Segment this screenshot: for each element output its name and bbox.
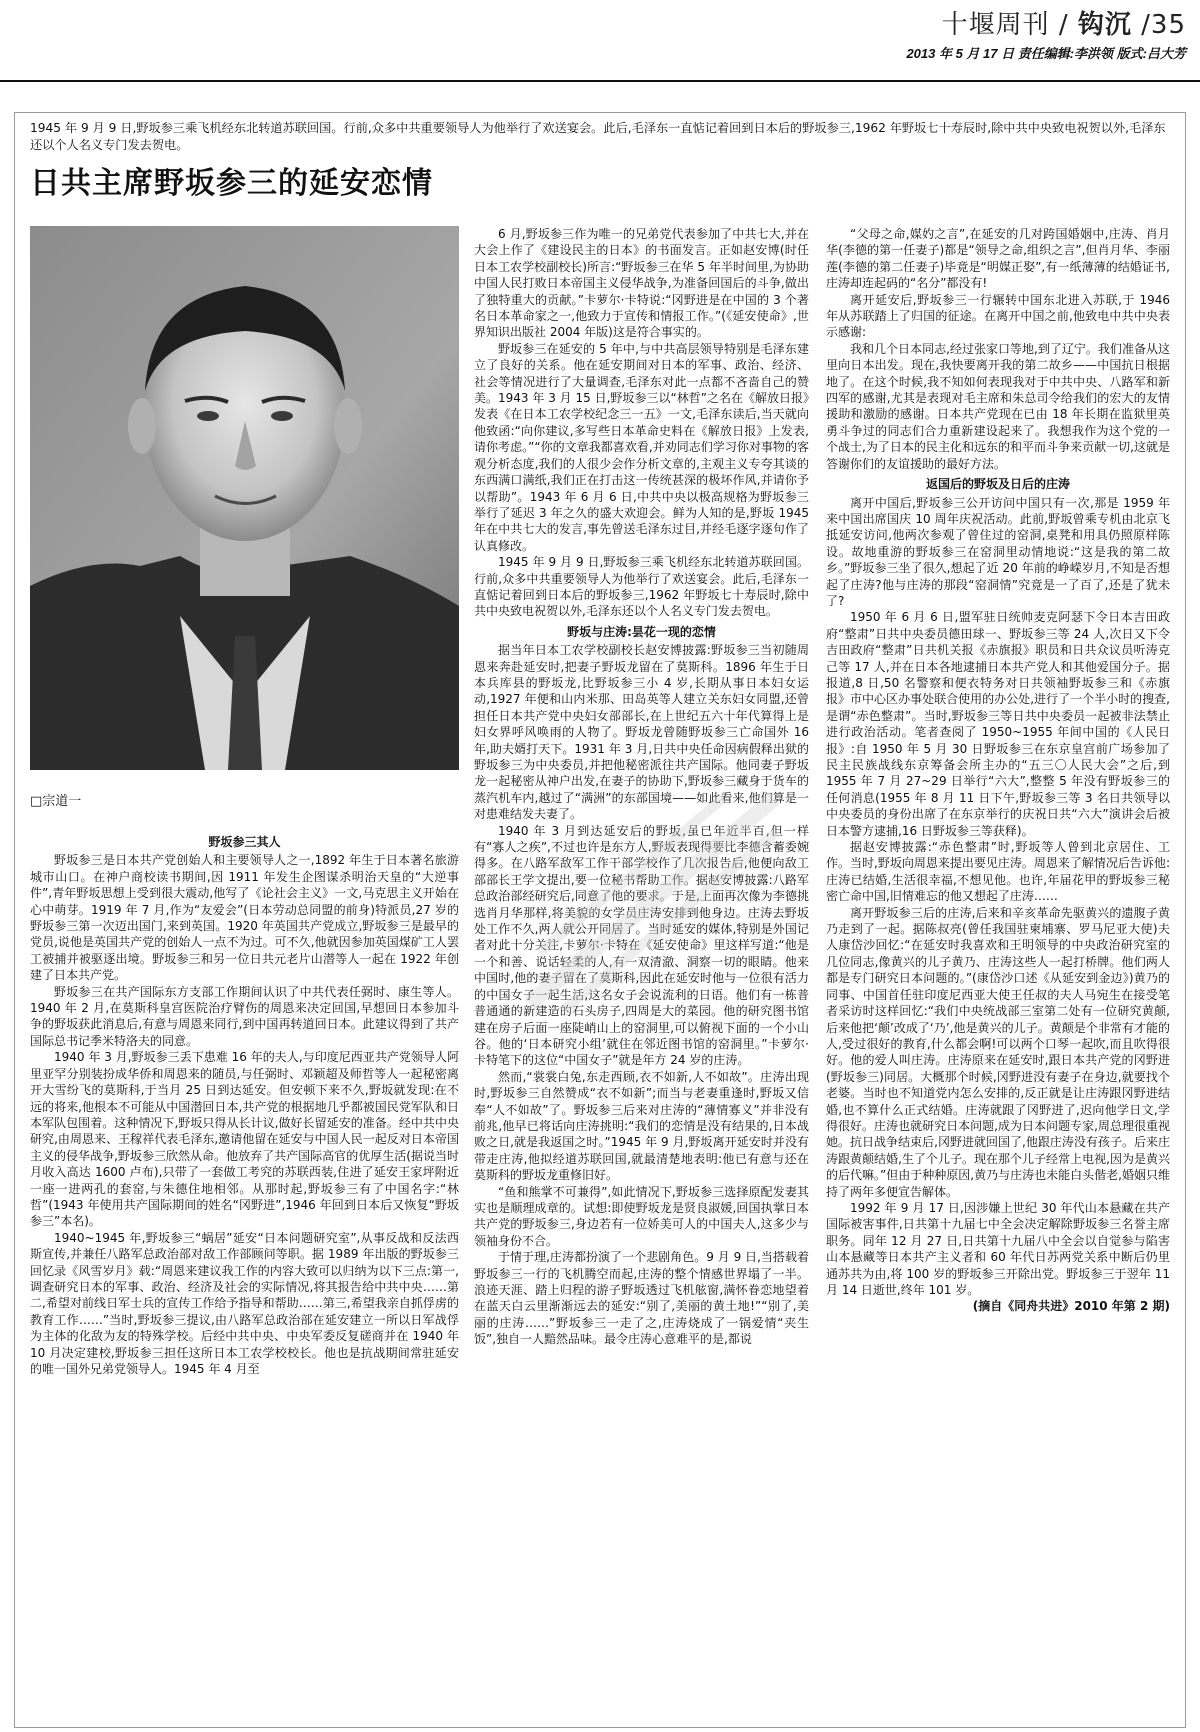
- section-title: [906, 4, 1186, 41]
- paragraph: 野坂参三在延安的 5 年中,与中共高层领导特别是毛泽东建立了良好的关系。他在延安期间对日本的军事、政治、经济、社会等情况进行了大量调查,毛泽东对此一点都不吝啬自己的赞美。1943 年 3 月 15 日,野坂参三以“林哲”之名在《解放日报》发表《在日本工农学校纪念三一五》一文,毛泽东读后,当天就向他致函:“向你建议,多写些日本革命史料在《解放日报》上发表,请你考虑。”“你的文章我都喜欢看,并劝同志们学习你对事物的客观分析态度,我们的人很少会作分析文章的,主观主义专夸其谈的东西满口满纸,我们正在打击这一传统甚深的极坏作风,并请你予以帮助”。1943 年 6 月 6 日,中共中央以极高规格为野坂参三举行了延迟 3 年之久的盛大欢迎会。鲜为人知的是,野坂 1945 年在中共七大的发言,事先曾送毛泽东过目,并经毛逐字逐句作了认真修改。: [474, 341, 809, 553]
- date-editor-line: 2013 年 5 月 17 日 责任编辑:李洪领 版式:吕大芳: [906, 46, 1186, 61]
- paragraph: 我和几个日本同志,经过张家口等地,到了辽宁。我们准备从这里向日本出发。现在,我快要离开我的第二故乡——中国抗日根据地了。在这个时候,我不知如何表现我对于中共中央、八路军和新四军的感谢,尤其是表现对毛主席和朱总司令给我们的宏大的友情援助和激励的感谢。日本共产党现在已由 18 年长期在监狱里英勇斗争过的同志们合力重新建设起来了。我想我作为这个党的一个战士,为了日本的民主化和远东的和平而斗争来贡献一切,这就是答谢你们的友谊援助的最好方法。: [826, 341, 1170, 471]
- newspaper-name: 十堰周刊 /: [941, 10, 1078, 40]
- portrait-image: [30, 226, 459, 770]
- paragraph: 然而,“裳裳白兔,东走西顾,衣不如新,人不如故”。庄涛出现时,野坂参三自然赞成“衣不如新”;而当与老妻重逢时,野坂又信奉“人不如故”了。野坂参三后来对庄涛的“薄情寡义”并非没有前兆,他早已将话向庄涛挑明:“我们的恋情是没有结果的,日本战败之日,就是我返国之时。”1945 年 9 月,野坂离开延安时并没有带走庄涛,他拟经道苏联回国,就最清楚地表明:他已有意与还在莫斯科的野坂龙重修旧好。: [474, 1069, 809, 1183]
- column-2: [474, 226, 809, 1716]
- paragraph: 1992 年 9 月 17 日,因涉嫌上世纪 30 年代山本悬藏在共产国际被害事件,日共第十九届七中全会决定解除野坂参三名誉主席职务。同年 12 月 27 日,日共第十九届八中全会以自觉参与陷害山本悬藏等日本共产主义者和 60 年代日苏两党关系中断后仍里通苏共为由,将 100 岁的野坂参三开除出党。野坂参三于翌年 11 月 14 日逝世,终年 101 岁。: [826, 1200, 1170, 1297]
- page-number: /35: [1131, 10, 1186, 40]
- source-citation: (摘自《同舟共进》2010 年第 2 期): [972, 1299, 1170, 1314]
- masthead: [906, 4, 1186, 62]
- section-name: 钩沉: [1077, 10, 1132, 40]
- paragraph: 据赵安博披露:“赤色整肃”时,野坂等人曾到北京居住、工作。当时,野坂向周恩来提出要见庄涛。周恩来了解情况后告诉他:庄涛已结婚,生活很幸福,不想见他。也许,年届花甲的野坂参三秘密亡命中国,旧情难忘的他又想起了庄涛……: [826, 840, 1170, 904]
- paragraph: 1950 年 6 月 6 日,盟军驻日统帅麦克阿瑟下令日本吉田政府“整肃”日共中央委员德田球一、野坂参三等 24 人,次日又下令吉田政府“整肃”日共机关报《赤旗报》职员和日共众议员听涛克己等 17 人,并在日本各地逮捕日本共产党人和其他爱国分子。据报道,8 日,50 名警察和便衣特务对日共领袖野坂参三和《赤旗报》市中心区办事处联合使用的办公处,进行了一个半小时的搜查,是谓“赤色整肃”。当时,野坂参三等日共中央委员一起被非法禁止进行政治活动。笔者查阅了 1950~1955 年间中国的《人民日报》:自 1950 年 5 月 30 日野坂参三在东京皇宫前广场参加了民主民族战线东京筹备会所主办的“五三〇人民大会”之后,到 1955 年 7 月 27~29 日举行“六大”,整整 5 年没有野坂参三的任何消息(1955 年 8 月 11 日下午,野坂参三等 3 名日共领导以中央委员的身份出席了在东京举行的庆祝日共“六大”演讲会后被日本警方逮捕,16 日野坂参三等获释)。: [826, 610, 1170, 838]
- paragraph: 离开野坂参三后的庄涛,后来和辛亥革命先驱黄兴的遗腹子黄乃走到了一起。据陈叔亮(曾任我国驻柬埔寨、罗马尼亚大使)夫人康岱沙回忆:“在延安时我喜欢和王明领导的中央政治研究室的几位同志,像黄兴的儿子黄乃、庄涛这些人一起打桥牌。他们两人都是专门研究日本问题的。”(康岱沙口述《从延安到金边》)黄乃的同事、中国首任驻印度尼西亚大使王任叔的夫人马宛生在接受笔者采访时这样回忆:“我们中央统战部三室第二处有一位研究黄颠,后来他把‘颠’改成了‘乃’,他是黄兴的儿子。黄颠是个非常有才能的人,受过很好的教育,什么都会啊!可以两个口琴一起吹,而且吹得很好。他的爱人叫庄涛。庄涛原来在延安时,跟日本共产党的冈野进(野坂参三)同居。大概那个时候,冈野进没有妻子在身边,就要找个老婆。当时也不知道党内怎么安排的,反正就是让庄涛跟冈野进结婚,也不算什么正式结婚。庄涛就跟了冈野进了,迟向他学日文,学得很好。庄涛也就研究日本问题,成为日本问题专家,周总理很重视她。抗日战争结束后,冈野进就回国了,他跟庄涛没有孩子。后来庄涛跟黄颠结婚,生了个儿子。现在那个儿子经常上电视,因为是黄兴的后代嘛。”但由于种种原因,黄乃与庄涛也未能白头偕老,婚姻只维持了两年多便宣告解体。: [826, 905, 1170, 1199]
- header-rule: [0, 80, 1200, 82]
- column-1: [30, 830, 459, 1720]
- paragraph: 据当年日本工农学校副校长赵安博披露:野坂参三当初随周恩来奔赴延安时,把妻子野坂龙留在了莫斯科。1896 年生于日本兵库县的野坂龙,比野坂参三小 4 岁,长期从事日本妇女运动,1927 年便和山内米那、田岛英等人建立关东妇女同盟,还曾担任日本共产党中央妇女部部长,在上世纪五六十年代算得上是妇女界呼风唤雨的人物了。野坂龙曾随野坂参三亡命国外 16 年,助夫婿打天下。1931 年 3 月,日共中央任命因病假释出狱的野坂参三为中央委员,并把他秘密派往共产国际。他同妻子野坂龙一起秘密从神户出发,在妻子的协助下,野坂参三藏身于货车的蒸汽机车内,越过了“满洲”的东部国境——如此看来,他们算是一对患难结发夫妻了。: [474, 643, 809, 822]
- paragraph: 1940 年 3 月,野坂参三丢下患难 16 年的夫人,与印度尼西亚共产党领导人阿里亚罕分别装扮成华侨和周恩来的随员,与任弼时、邓颖超及师哲等人一起秘密离开大雪纷飞的莫斯科,于当月 25 日到达延安。但安顿下来不久,野坂就发现:在不远的将来,他根本不可能从中国潜回日本,共产党的根据地几乎都被国民党军队和日本军队包围着。这种情况下,野坂只得从长计议,做好长留延安的准备。经中共中央研究,由周恩来、王稼祥代表毛泽东,邀请他留在延安与中国人民一起反对日本帝国主义的侵华战争,野坂参三欣然从命。他放弃了共产国际高官的优厚生活(据说当时月收入高达 1600 卢布),只带了一套做工考究的苏联西装,住进了延安王家坪附近一座一进两孔的套窑,与朱德住地相邻。从那时起,野坂参三有了中国名字:“林哲”(1943 年使用共产国际期间的姓名“冈野进”,1946 年回到日本后又恢复“野坂参三”本名)。: [30, 1050, 459, 1229]
- intro-summary: 1945 年 9 月 9 日,野坂参三乘飞机经东北转道苏联回国。行前,众多中共重要领导人为他举行了欢送宴会。此后,毛泽东一直惦记着回到日本后的野坂参三,1962 年野坂七十寿辰时,除中共中央致电祝贺以外,毛泽东还以个人名义专门发去贺电。: [30, 121, 1166, 152]
- subheading: 野坂与庄涛:昙花一现的恋情: [567, 624, 716, 639]
- paragraph: 离开中国后,野坂参三公开访问中国只有一次,那是 1959 年来中国出席国庆 10 周年庆祝活动。此前,野坂曾乘专机由北京飞抵延安访问,他两次参观了曾住过的窑洞,桌凳和用具仍照原样陈设。故地重游的野坂参三在窑洞里动情地说:“这是我的第二故乡。”野坂参三坐了很久,想起了近 20 年前的峥嵘岁月,不知是否想起了庄涛?他与庄涛的那段“窑洞情”究竟是一了百了,还是了犹未了?: [826, 495, 1170, 608]
- paragraph: 1940~1945 年,野坂参三“蜗居”延安“日本问题研究室”,从事反战和反法西斯宣传,并兼任八路军总政治部对敌工作部顾问等职。据 1989 年出版的野坂参三回忆录《风雪岁月》载:“周恩来建议我工作的内容大致可以归纳为以下三点:第一,调查研究日本的军事、政治、经济及社会的实际情况,将其报告给中共中央……第二,希望对前线日军士兵的宣传工作给予指导和帮助……第三,希望我亲自抓俘虏的教育工作……”当时,野坂参三提议,由八路军总政治部在延安建立一所以日军战俘为主体的化敌为友的特殊学校。后经中共中央、中央军委反复磋商并在 1940 年 10 月决定建校,野坂参三担任这所日本工农学校校长。他也是抗战期间常驻延安的唯一国外兄弟党领导人。1945 年 4 月至: [30, 1230, 459, 1376]
- portrait-photo: [30, 226, 459, 770]
- paragraph: 于情于理,庄涛都扮演了一个悲剧角色。9 月 9 日,当搭载着野坂参三一行的飞机腾空而起,庄涛的整个情感世界塌了一半。浪迹天涯、踏上归程的游子野坂透过飞机舷窗,满怀眷恋地望着在蓝天白云里渐渐远去的延安:“别了,美丽的黄土地!”“别了,美丽的庄涛……”野坂参三一走了之,庄涛烧成了一锅爱情“夹生饭”,独自一人黯然品味。最令庄涛心意难平的是,都说: [474, 1250, 809, 1347]
- paragraph: “鱼和熊掌不可兼得”,如此情况下,野坂参三选择原配发妻其实也是顺理成章的。试想:即使野坂龙是贤良淑媛,回国执掌日本共产党的野坂参三,身边若有一位娇美可人的中国夫人,这多少与领袖身份不合。: [474, 1184, 809, 1248]
- paragraph: 离开延安后,野坂参三一行辗转中国东北进入苏联,于 1946 年从苏联踏上了归国的征途。在离开中国之前,他致电中共中央表示感谢:: [826, 292, 1170, 340]
- column-3: [826, 226, 1170, 1716]
- paragraph: 野坂参三在共产国际东方支部工作期间认识了中共代表任弼时、康生等人。1940 年 2 月,在莫斯科皇宫医院治疗臂伤的周恩来决定回国,早想回日本参加斗争的野坂获此消息后,有意与周恩来同行,到中国再转道回日本。此建议得到了共产国际总书记季米特洛夫的同意。: [30, 984, 459, 1048]
- paragraph: 6 月,野坂参三作为唯一的兄弟党代表参加了中共七大,并在大会上作了《建设民主的日本》的书面发言。正如赵安博(时任日本工农学校副校长)所言:“野坂参三在华 5 年半时间里,为协助中国人民打败日本帝国主义侵华战争,为准备回国后的斗争,做出了独特重大的贡献。”卡萝尔·卡特说:“冈野进是在中国的 3 个著名日本革命家之一,他致力于宣传和情报工作。”(《延安使命》,世界知识出版社 2004 年版)这是符合事实的。: [474, 227, 809, 340]
- paragraph: “父母之命,媒妁之言”,在延安的几对跨国婚姻中,庄涛、肖月华(李德的第一任妻子)都是“领导之命,组织之言”,但肖月华、李丽莲(李德的第二任妻子)毕竟是“明媒正娶”,有一纸薄薄的结婚证书,庄涛却连起码的“名分”都没有!: [826, 227, 1170, 291]
- paragraph: 野坂参三是日本共产党创始人和主要领导人之一,1892 年生于日本著名旅游城市山口。在神户商校读书期间,因 1911 年发生企图谋杀明治天皇的“大逆事件”,青年野坂思想上受到很大震动,他写了《论社会主义》一文,马克思主义开始在心中萌芽。1919 年 7 月,作为“友爱会”(日本劳动总同盟的前身)特派员,27 岁的野坂参三第一次迈出国门,来到英国。1920 年英国共产党成立,野坂参三是最早的党员,说他是英国共产党的创始人一点不为过。可不久,他就因参加英国煤矿工人罢工被捕并被驱逐出境。野坂参三和另一位日共元老片山潜等人一起在 1922 年创建了日本共产党。: [30, 853, 459, 983]
- author-byline: □宗道一: [30, 794, 82, 809]
- subheading: 返国后的野坂及日后的庄涛: [925, 477, 1070, 492]
- paragraph: 1945 年 9 月 9 日,野坂参三乘飞机经东北转道苏联回国。行前,众多中共重要领导人为他举行了欢送宴会。此后,毛泽东一直惦记着回到日本后的野坂参三,1962 年野坂七十寿辰时,除中共中央致电祝贺以外,毛泽东还以个人名义专门发去贺电。: [474, 555, 809, 619]
- subheading: 野坂参三其人: [208, 835, 281, 849]
- paragraph: 1940 年 3 月到达延安后的野坂,虽已年近半百,但一样有“寡人之疾”,不过也许是东方人,野坂表现得要比李德含蓄委婉得多。在八路军敌军工作干部学校作了几次报告后,他便向敌工部部长王学文提出,要一位秘书帮助工作。据赵安博披露:八路军总政治部经研究后,同意了他的要求。于是,上面再次像为李德挑选肖月华那样,将美貌的女学员庄涛安排到他身边。庄涛去野坂处工作不久,两人就公开同居了。当时延安的媒体,特别是外国记者对此十分关注,卡萝尔·卡特在《延安使命》里这样写道:“他是一个和善、说话轻柔的人,有一双清澈、洞察一切的眼睛。他来中国时,他的妻子留在了莫斯科,因此在延安时他与一位很有活力的中国女子一起生活,这名女子会说流利的日语。他们有一栋普普通通的新建造的石头房子,四周是大的菜园。他的研究图书馆建在房子后面一座陡峭山上的窑洞里,可以俯视下面的一个小山谷。他的‘日本研究小组’就住在邻近图书馆的窑洞里。”卡萝尔·卡特笔下的这位“中国女子”就是年方 24 岁的庄涛。: [474, 823, 809, 1068]
- article-headline: 日共主席野坂参三的延安恋情: [30, 166, 433, 201]
